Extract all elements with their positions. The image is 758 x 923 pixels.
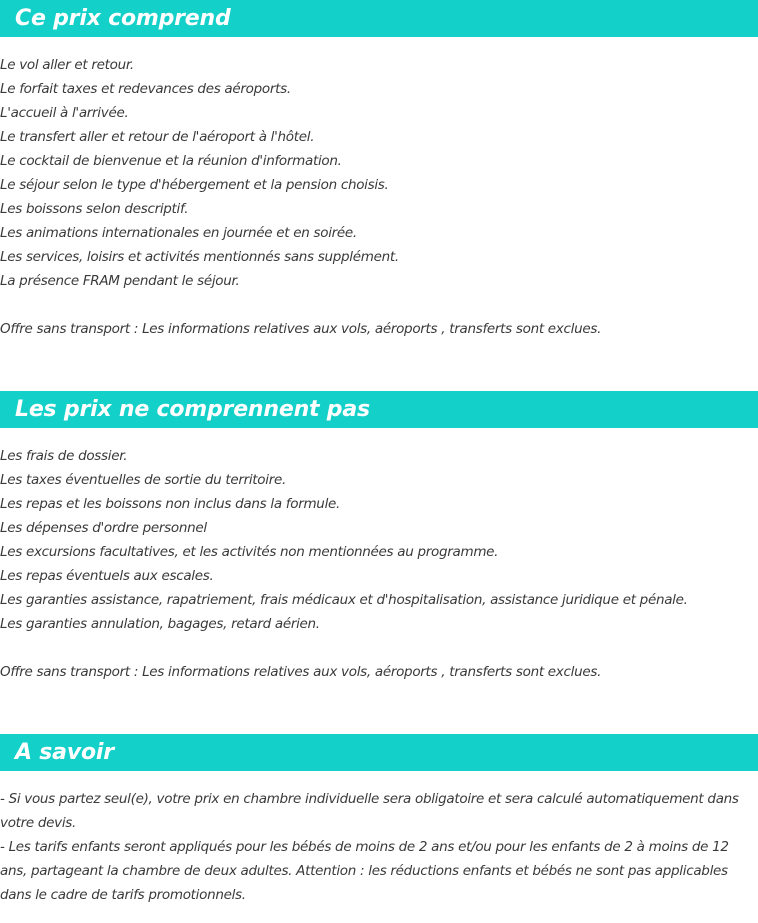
section-header	[0, 0, 758, 37]
list-item: Les repas et les boissons non inclus dans la formule.	[0, 496, 341, 512]
section-body	[0, 37, 758, 341]
section-body	[0, 428, 758, 684]
list-item: Les frais de dossier.	[0, 448, 128, 464]
section-good-to-know	[0, 734, 758, 907]
transport-note: Offre sans transport : Les informations relatives aux vols, aéroports , transferts sont exclues.	[0, 321, 602, 337]
section-title: Ce prix comprend	[15, 6, 231, 31]
list-item: Les repas éventuels aux escales.	[0, 568, 214, 584]
list-item: Les dépenses d'ordre personnel	[0, 520, 207, 536]
section-header	[0, 734, 758, 771]
list-item: - Les tarifs enfants seront appliqués pour les bébés de moins de 2 ans et/ou pour les enfants de 2 à moins de 12 ans, partageant la chambre de deux adultes. Attention : les réductions enfants et bébés ne sont pas applicables dans le cadre de tarifs promotionnels.	[0, 839, 729, 903]
section-not-included	[0, 391, 758, 684]
list-item: - Si vous partez seul(e), votre prix en chambre individuelle sera obligatoire et sera calculé automatiquement dans votre devis.	[0, 791, 739, 831]
list-item: Les excursions facultatives, et les activités non mentionnées au programme.	[0, 544, 499, 560]
list-item: La présence FRAM pendant le séjour.	[0, 273, 240, 289]
section-title: A savoir	[15, 740, 114, 765]
list-item: Le séjour selon le type d'hébergement et la pension choisis.	[0, 177, 389, 193]
list-item: Les animations internationales en journée et en soirée.	[0, 225, 357, 241]
list-item: L'accueil à l'arrivée.	[0, 105, 129, 121]
list-item: Les boissons selon descriptif.	[0, 201, 189, 217]
list-item: Le forfait taxes et redevances des aéroports.	[0, 81, 291, 97]
transport-note: Offre sans transport : Les informations relatives aux vols, aéroports , transferts sont exclues.	[0, 664, 602, 680]
list-item: Le vol aller et retour.	[0, 57, 134, 73]
list-item: Les services, loisirs et activités mentionnés sans supplément.	[0, 249, 399, 265]
list-item: Les garanties assistance, rapatriement, frais médicaux et d'hospitalisation, assistance juridique et pénale.	[0, 592, 688, 608]
section-included	[0, 0, 758, 341]
list-item: Les taxes éventuelles de sortie du territoire.	[0, 472, 286, 488]
section-body	[0, 771, 758, 907]
list-item: Le cocktail de bienvenue et la réunion d'information.	[0, 153, 342, 169]
section-header	[0, 391, 758, 428]
section-title: Les prix ne comprennent pas	[15, 397, 370, 422]
list-item: Le transfert aller et retour de l'aéroport à l'hôtel.	[0, 129, 315, 145]
list-item: Les garanties annulation, bagages, retard aérien.	[0, 616, 320, 632]
